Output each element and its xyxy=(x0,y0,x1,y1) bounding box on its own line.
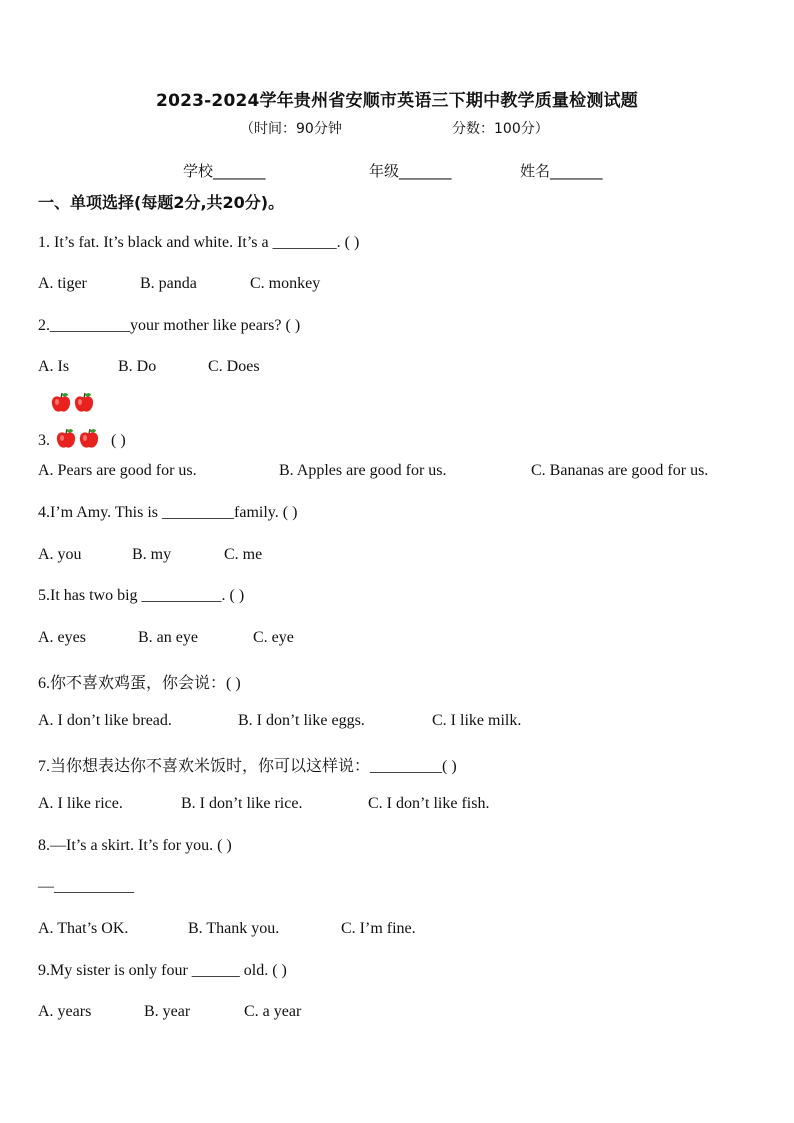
option-4a[interactable]: A. you xyxy=(38,546,82,563)
option-8c[interactable]: C. I’m fine. xyxy=(341,920,416,937)
option-6a[interactable]: A. I don’t like bread. xyxy=(38,712,172,729)
options-9 xyxy=(38,1003,301,1021)
options-3 xyxy=(38,462,708,480)
apples-inline xyxy=(55,428,101,450)
question-6: 6.你不喜欢鸡蛋，你会说：( ) xyxy=(38,675,241,692)
options-7 xyxy=(38,795,489,813)
question-5: 5.It has two big __________. ( ) xyxy=(38,587,245,604)
question-9: 9.My sister is only four ______ old. ( ) xyxy=(38,962,287,979)
question-4: 4.I’m Amy. This is _________family. ( ) xyxy=(38,504,298,521)
page-title: 2023-2024学年贵州省安顺市英语三下期中教学质量检测试题 xyxy=(156,91,638,111)
option-2c[interactable]: C. Does xyxy=(208,358,260,375)
grade-field[interactable]: 年级_______ xyxy=(369,162,452,180)
option-2a[interactable]: A. Is xyxy=(38,358,70,375)
option-7c[interactable]: C. I don’t like fish. xyxy=(368,795,490,812)
option-7b[interactable]: B. I don’t like rice. xyxy=(181,795,303,812)
option-2b[interactable]: B. Do xyxy=(118,358,157,375)
option-3b[interactable]: B. Apples are good for us. xyxy=(279,462,447,479)
option-6c[interactable]: C. I like milk. xyxy=(432,712,522,729)
option-4c[interactable]: C. me xyxy=(224,546,263,563)
option-9c[interactable]: C. a year xyxy=(244,1003,302,1020)
option-9a[interactable]: A. years xyxy=(38,1003,92,1020)
question-3-blank: ( ) xyxy=(111,432,126,449)
option-5a[interactable]: A. eyes xyxy=(38,629,86,646)
question-1: 1. It’s fat. It’s black and white. It’s a ________. ( ) xyxy=(38,234,360,251)
question-8: 8.—It’s a skirt. It’s for you. ( ) xyxy=(38,837,232,854)
option-1a[interactable]: A. tiger xyxy=(38,275,87,292)
option-1b[interactable]: B. panda xyxy=(140,275,197,292)
option-8b[interactable]: B. Thank you. xyxy=(188,920,280,937)
question-7: 7.当你想表达你不喜欢米饭时，你可以这样说：_________( ) xyxy=(38,758,457,775)
section-title: 一、单项选择(每题2分,共20分)。 xyxy=(38,193,285,212)
apple-icon xyxy=(73,392,95,414)
exam-time: （时间：90分钟 xyxy=(240,121,342,137)
option-3a[interactable]: A. Pears are good for us. xyxy=(38,462,197,479)
school-field[interactable]: 学校_______ xyxy=(183,162,266,180)
option-6b[interactable]: B. I don’t like eggs. xyxy=(238,712,365,729)
apples-picture xyxy=(50,392,95,414)
option-8a[interactable]: A. That’s OK. xyxy=(38,920,129,937)
option-9b[interactable]: B. year xyxy=(144,1003,191,1020)
question-8-reply: —__________ xyxy=(38,878,134,895)
name-field[interactable]: 姓名_______ xyxy=(520,162,603,180)
options-8 xyxy=(38,920,416,938)
question-3 xyxy=(38,428,126,450)
options-4 xyxy=(38,546,262,564)
option-3c[interactable]: C. Bananas are good for us. xyxy=(531,462,709,479)
option-5c[interactable]: C. eye xyxy=(253,629,294,646)
options-2 xyxy=(38,358,260,376)
question-2: 2.__________your mother like pears? ( ) xyxy=(38,317,301,334)
option-4b[interactable]: B. my xyxy=(132,546,172,563)
options-1 xyxy=(38,275,320,293)
question-3-number: 3. xyxy=(38,432,50,449)
options-5 xyxy=(38,629,294,647)
exam-score: 分数：100分） xyxy=(452,121,549,137)
option-1c[interactable]: C. monkey xyxy=(250,275,321,292)
option-7a[interactable]: A. I like rice. xyxy=(38,795,123,812)
options-6 xyxy=(38,712,521,730)
option-5b[interactable]: B. an eye xyxy=(138,629,198,646)
apple-icon xyxy=(55,428,101,450)
apple-icon xyxy=(50,392,72,414)
